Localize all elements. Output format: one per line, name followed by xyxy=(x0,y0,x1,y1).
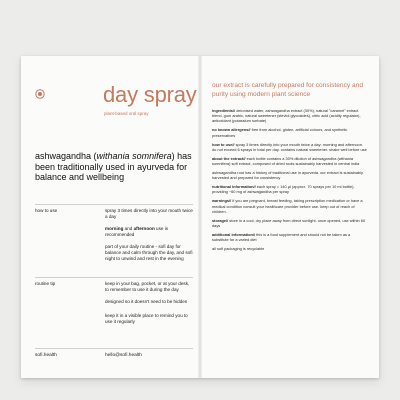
how-to-use-p1: spray 3 times directly into your mouth twice a day xyxy=(105,208,193,219)
info-key: how to use// xyxy=(212,141,235,147)
email-link[interactable]: hello@sofi.health xyxy=(105,353,142,358)
right-page xyxy=(200,56,379,378)
info-text: deionised water, ashwagandha extract (30%), natural "caramel" extract blend, gum arabic, natural sweetener (steviol glycosides), citric acid (acidity regulator), antioxidant (potassium sorbate) xyxy=(212,108,361,124)
left-page xyxy=(21,56,200,378)
routine-tip-p2: designed so it doesn't need to be hidden xyxy=(105,299,188,304)
info-text: all sofi packaging is recyclable xyxy=(212,246,265,252)
routine-tip-p1: keep in your bag, pocket, or at your desk, to remember to use it during the day xyxy=(105,281,190,292)
info-item xyxy=(212,184,367,194)
info-text: spray 3 times directly into your mouth twice a day: morning and afternoon. do not exceed 6 sprays in total per day. contains natural sweetener. shake well before use xyxy=(212,141,367,152)
info-item xyxy=(212,108,367,123)
extract-headline: our extract is carefully prepared for consistency and purity using modern plant science xyxy=(212,82,363,98)
info-item xyxy=(212,198,367,213)
how-to-use-p2: morning and afternoon use is recommended xyxy=(105,226,169,237)
how-to-use-p3: part of your daily routine - sofi day for balance and calm through the day, and sofi night to unwind and rest in the evening xyxy=(105,244,193,261)
info-text: this is a food supplement and should not be taken as a substitute for a varied diet xyxy=(212,231,351,242)
routine-tip-label: routine tip xyxy=(35,281,56,286)
info-key: additional information// xyxy=(212,231,256,237)
info-text: each spray = 140 µl (approx. 70 sprays per 10 ml bottle), providing ~60 mg of ashwagandha per spray xyxy=(212,184,355,195)
info-item xyxy=(212,156,367,166)
info-text: ashwagandha root has a history of traditional use in ayurveda. our extract is sustainably harvested and prepared for consistency xyxy=(212,170,363,181)
info-key: warnings// xyxy=(212,198,232,204)
product-subtitle: plant-based oral spray xyxy=(104,111,149,116)
sofi-logo-icon xyxy=(35,89,45,99)
how-to-use-label: how to use xyxy=(35,208,58,213)
info-item xyxy=(212,246,367,251)
product-title: day spray xyxy=(103,82,197,107)
info-key: storage// xyxy=(212,217,229,223)
divider xyxy=(35,277,193,278)
website-link[interactable]: sofi.health xyxy=(35,353,57,358)
info-item xyxy=(212,142,367,152)
info-key: nutritional information// xyxy=(212,184,256,190)
info-item xyxy=(212,127,367,137)
info-list xyxy=(212,108,367,251)
info-key: ingredients// xyxy=(212,108,236,114)
info-text: store in a cool, dry place away from direct sunlight. once opened, use within 60 days xyxy=(212,217,366,228)
info-text: if you are pregnant, breast feeding, taking prescription medication or have a medical condition consult your healthcare provider before use. keep out of reach of children. xyxy=(212,198,363,214)
routine-tip-p3: keep it in a visible place to remind you to use it regularly xyxy=(105,313,188,324)
latin-name: withania somnifera xyxy=(96,151,172,161)
info-item xyxy=(212,232,367,242)
info-text: free from alcohol, gluten, artificial colours, and synthetic preservatives xyxy=(212,127,348,138)
info-key: about the extract// xyxy=(212,155,246,161)
info-text: each bottle contains a 30% dilution of ashwagandha (withania somnifera) soft extract, composed of dried roots sustainably harvested in central india xyxy=(212,155,360,166)
info-item xyxy=(212,170,367,180)
info-key: no known allergens// xyxy=(212,127,251,133)
divider xyxy=(35,348,193,349)
info-item xyxy=(212,218,367,228)
booklet xyxy=(21,56,379,378)
divider xyxy=(35,204,193,205)
headline: ashwagandha (withania somnifera) has been traditionally used in ayurveda for balance and wellbeing xyxy=(35,151,192,182)
